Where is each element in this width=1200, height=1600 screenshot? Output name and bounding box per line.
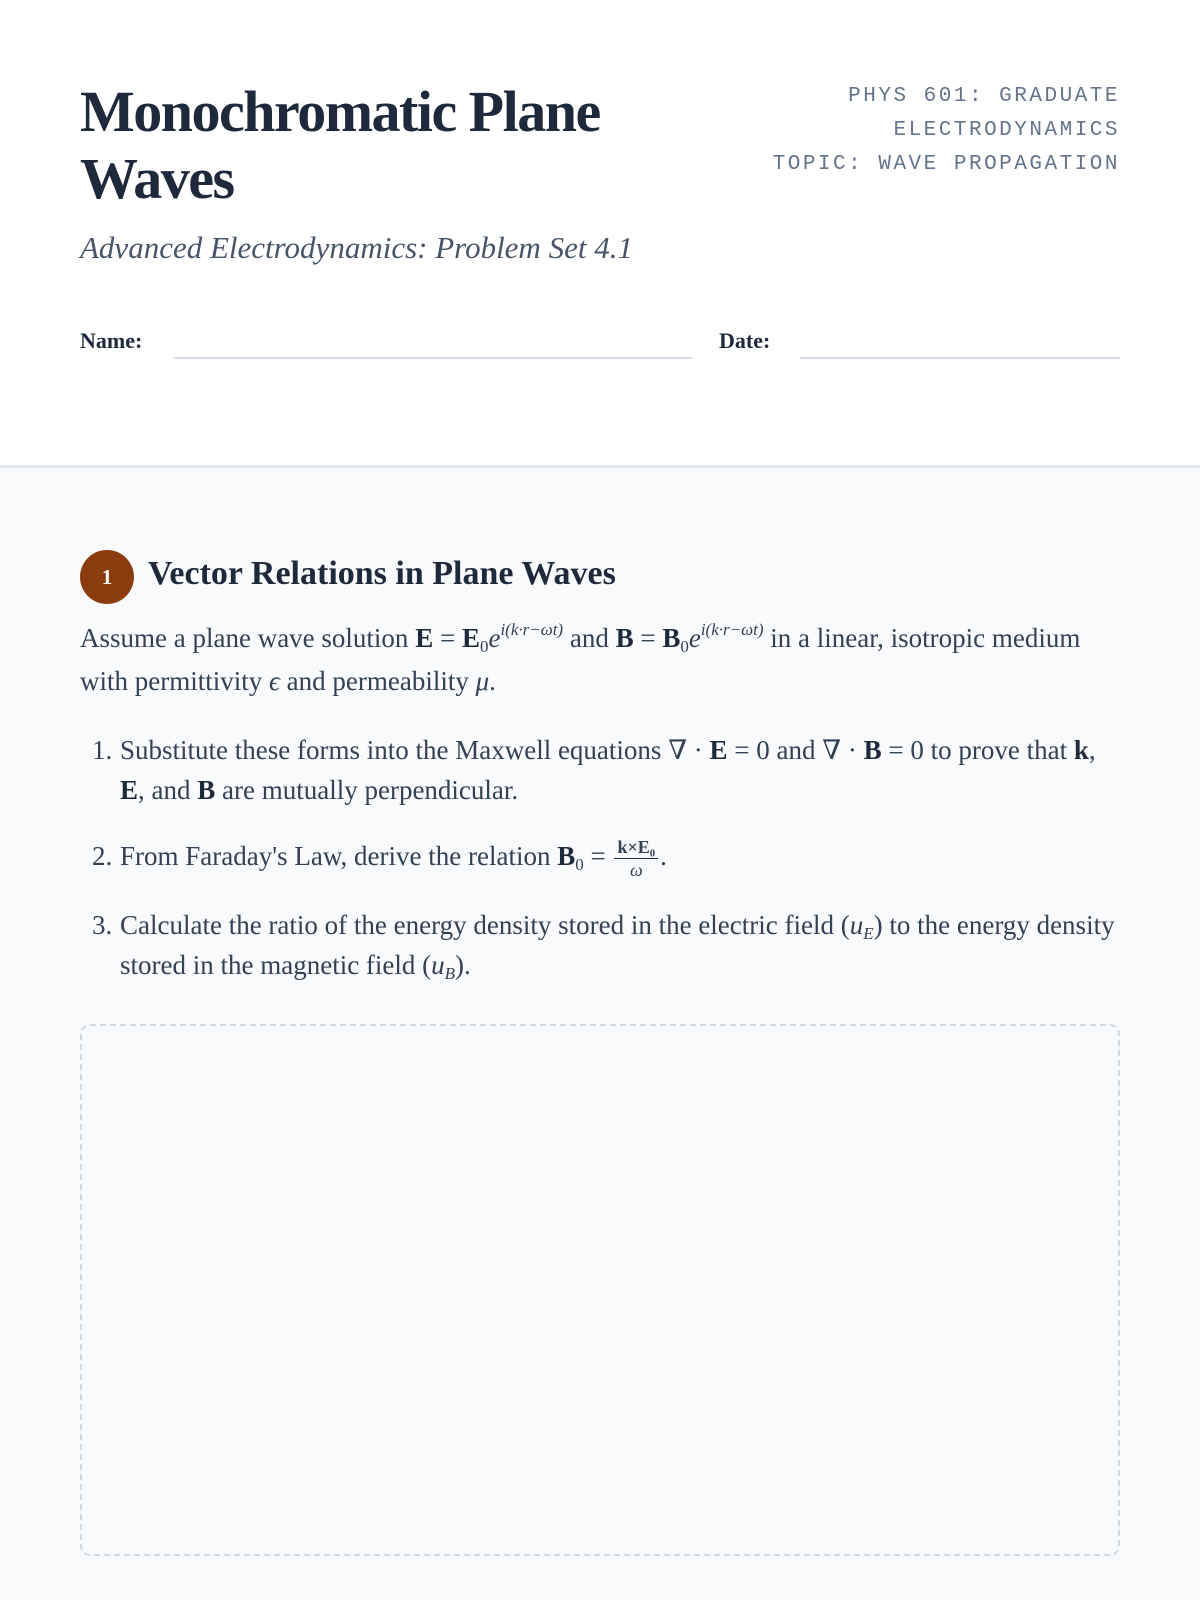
course-meta: [700, 80, 1120, 182]
divergence-operator: ∇ ·: [668, 735, 710, 765]
subscript-e: E: [863, 924, 874, 944]
equals-sign: =: [583, 841, 613, 871]
vector-e: E: [120, 775, 139, 805]
vector-b0: B: [662, 623, 681, 653]
mu-symbol: μ: [475, 666, 490, 696]
section-title: Vector Relations in Plane Waves: [148, 555, 616, 592]
course-line-1: PHYS 601: GRADUATE: [848, 85, 1120, 108]
fraction-numerator: k×E₀: [614, 838, 658, 859]
problem-text: are mutually perpendicular.: [215, 775, 519, 805]
problem-number: 1.: [92, 735, 113, 765]
vector-e0: E: [461, 623, 480, 653]
problem-item-3: [80, 905, 1120, 985]
problem-list: [80, 730, 1120, 1011]
worksheet-header: [0, 0, 1200, 468]
problem-number: 3.: [92, 910, 113, 941]
equals-zero: = 0: [727, 735, 770, 765]
equals-sign: =: [633, 623, 663, 653]
section-intro: [80, 617, 1120, 703]
vector-e: E: [709, 735, 728, 765]
divergence-operator: ∇ ·: [822, 735, 864, 765]
euler-e: e: [488, 623, 501, 653]
course-line-2: ELECTRODYNAMICS: [893, 119, 1120, 142]
page-subtitle: Advanced Electrodynamics: Problem Set 4.1: [80, 230, 633, 265]
answer-area[interactable]: [80, 1024, 1120, 1556]
page-title: Monochromatic Plane Waves: [80, 79, 600, 211]
problem-text: to prove that: [923, 735, 1074, 765]
vector-e: E: [415, 623, 434, 653]
period: .: [660, 841, 667, 871]
problem-number: 2.: [92, 841, 113, 871]
date-label: Date:: [719, 328, 771, 353]
and-text: and: [563, 623, 616, 653]
topic-line: TOPIC: WAVE PROPAGATION: [772, 153, 1120, 176]
vector-b: B: [197, 775, 216, 805]
subscript-zero: 0: [680, 637, 689, 656]
and-text: , and: [138, 775, 198, 805]
intro-text: and permeability: [279, 666, 476, 696]
equals-zero: = 0: [881, 735, 924, 765]
intro-text: Assume a plane wave solution: [80, 623, 416, 653]
vector-k: k: [1073, 735, 1089, 765]
energy-density-symbol: u: [431, 950, 445, 981]
and-text: and: [769, 735, 823, 765]
energy-density-symbol: u: [849, 910, 864, 941]
equals-sign: =: [433, 623, 462, 653]
name-field[interactable]: [174, 357, 692, 359]
problem-text: Substitute these forms into the Maxwell equations: [120, 735, 669, 765]
problem-item-1: [80, 730, 1120, 810]
euler-e: e: [688, 623, 701, 653]
date-field[interactable]: [800, 357, 1120, 359]
fraction-denominator: ω: [629, 860, 643, 881]
intro-text: in a linear, isotropic medium with permittivity: [80, 623, 1081, 696]
vector-b: B: [863, 735, 882, 765]
subscript-zero: 0: [575, 855, 584, 874]
comma: ,: [1088, 735, 1096, 765]
epsilon-symbol: ϵ: [269, 666, 280, 696]
problem-text: Calculate the ratio of the energy density stored in the electric field (: [120, 910, 850, 941]
fraction: [614, 838, 658, 879]
vector-b: B: [557, 841, 576, 871]
problem-text: ).: [455, 950, 471, 981]
subscript-b: B: [444, 964, 456, 984]
problem-item-2: [80, 836, 1120, 879]
subscript-zero: 0: [479, 637, 489, 656]
period: .: [489, 666, 496, 696]
section-number-badge: 1: [80, 550, 134, 604]
name-label: Name:: [80, 328, 143, 353]
problem-text: ) to the energy density stored in the magnetic field (: [120, 910, 1115, 981]
phase-exponent: i(k·r−ωt): [500, 620, 564, 639]
phase-exponent: i(k·r−ωt): [700, 620, 764, 639]
problem-text: From Faraday's Law, derive the relation: [120, 841, 558, 871]
vector-b: B: [615, 623, 634, 653]
